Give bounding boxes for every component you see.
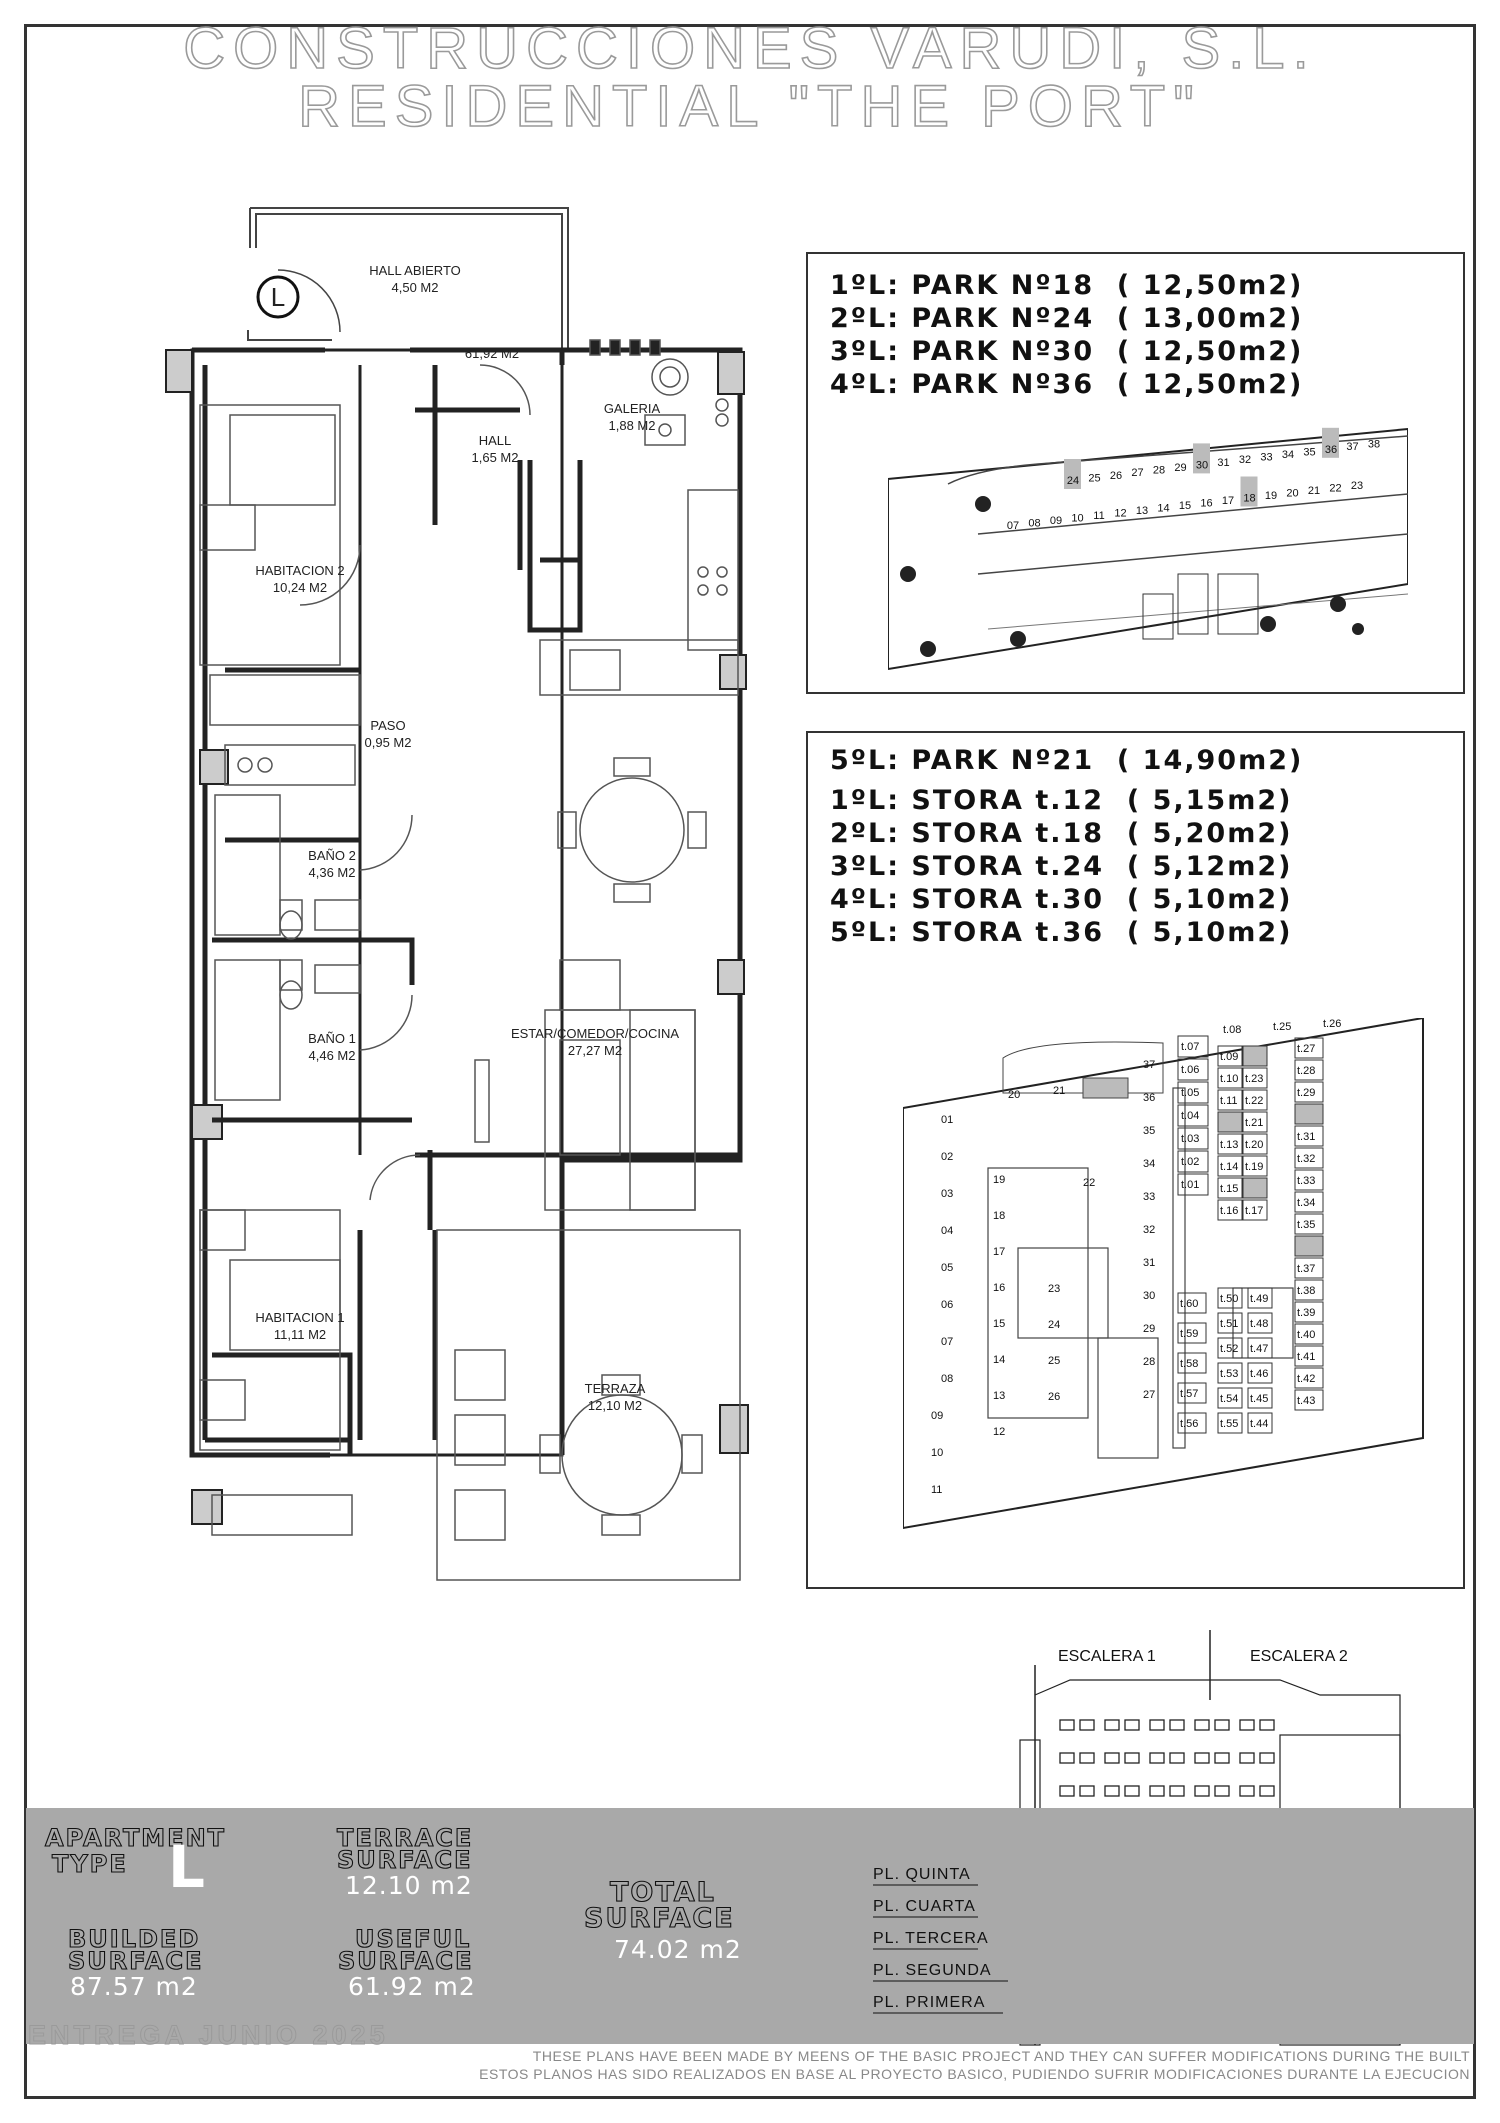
terrace-label-2: SURFACE	[337, 1846, 473, 1874]
basement-space-number: 28	[1143, 1356, 1156, 1368]
elevation-window	[1150, 1720, 1164, 1730]
useful-label-2: SURFACE	[338, 1947, 474, 1975]
apartment-type-label-1: APARTMENT	[45, 1824, 227, 1852]
room-paso-area: 0,95 M2	[364, 735, 412, 750]
basement-space-number: 06	[941, 1299, 954, 1311]
storage-unit-number: t.19	[1245, 1161, 1264, 1173]
parking-line-4: 4ºL: PARK Nº36 ( 12,50m2)	[830, 369, 1304, 400]
basement-space-number: 03	[941, 1188, 954, 1200]
basement-space-number: 26	[1048, 1391, 1061, 1403]
basement-space-number: 24	[1048, 1319, 1061, 1331]
elevation-window	[1170, 1753, 1184, 1763]
room-hall-abierto-area: 4,50 M2	[391, 280, 439, 295]
basement-space-number: 36	[1143, 1092, 1156, 1104]
stair1-label: ESCALERA 1	[1058, 1648, 1156, 1665]
storage-unit-number: t.54	[1220, 1393, 1239, 1405]
parking-space-number: 11	[1093, 510, 1105, 522]
parking-info-box	[806, 252, 1465, 694]
level-quinta: PL. QUINTA	[873, 1866, 971, 1883]
storage-unit-number: t.29	[1297, 1087, 1316, 1099]
delivery-date: ENTREGA JUNIO 2025	[28, 2020, 389, 2050]
parking-space-number: 14	[1157, 502, 1170, 515]
basement-space-number: 21	[1053, 1085, 1066, 1097]
basement-space-number: 34	[1143, 1158, 1156, 1170]
parking-space-number: 10	[1071, 512, 1084, 525]
basement-space-number: 11	[931, 1484, 943, 1496]
parking-space-number: 25	[1088, 472, 1101, 485]
basement-space-number: 35	[1143, 1125, 1156, 1137]
unit-letter: L	[270, 282, 286, 312]
basement-space-number: 04	[941, 1225, 954, 1237]
storage-unit-number: t.46	[1250, 1368, 1269, 1380]
parking-line-1: 1ºL: PARK Nº18 ( 12,50m2)	[830, 270, 1304, 301]
builded-value: 87.57 m2	[70, 1972, 198, 2001]
storage-unit-number: t.31	[1297, 1131, 1316, 1143]
elevation-window	[1105, 1786, 1119, 1796]
parking-space-number: 12	[1114, 507, 1127, 520]
parking-space-number: 21	[1307, 485, 1321, 497]
storage-unit-number: t.58	[1180, 1358, 1199, 1370]
parking-space-number: 26	[1109, 469, 1123, 482]
storage-unit	[1243, 1178, 1267, 1198]
parking-space-number: 22	[1329, 482, 1342, 495]
storage-line-4: 3ºL: STORA t.24 ( 5,12m2)	[830, 851, 1293, 882]
room-terraza-area: 12,10 M2	[587, 1398, 643, 1413]
parking-space-number: 29	[1174, 462, 1187, 474]
room-habitacion2-name: HABITACION 2	[255, 563, 345, 578]
parking-space-number: 34	[1281, 449, 1295, 461]
room-galeria-area: 1,88 M2	[608, 418, 656, 433]
storage-unit-number: t.22	[1245, 1095, 1264, 1107]
storage-unit-number: t.05	[1181, 1087, 1200, 1099]
elevation-window	[1060, 1720, 1074, 1730]
storage-unit-number: t.21	[1245, 1117, 1264, 1129]
level-underlines	[873, 1860, 1013, 2020]
storage-unit-number: t.50	[1220, 1293, 1239, 1305]
storage-unit-number: t.47	[1250, 1343, 1269, 1355]
basement-space-number: 13	[993, 1390, 1006, 1402]
basement-space-number: 05	[941, 1262, 954, 1274]
storage-line-1: 5ºL: PARK Nº21 ( 14,90m2)	[830, 745, 1304, 776]
storage-unit-number: t.09	[1220, 1051, 1239, 1063]
storage-unit-number: t.26	[1323, 1018, 1342, 1030]
storage-unit-number: t.34	[1297, 1197, 1316, 1209]
room-galeria-name: GALERIA	[603, 401, 661, 416]
storage-unit-number: t.32	[1297, 1153, 1316, 1165]
room-habitacion2-area: 10,24 M2	[272, 580, 328, 595]
parking-space-number: 31	[1217, 456, 1230, 469]
elevation-window	[1260, 1786, 1274, 1796]
company-name: CONSTRUCCIONES VARUDI, S.L.	[183, 16, 1317, 81]
apartment-type-label-2: TYPE	[52, 1850, 128, 1878]
basement-space-number: 02	[941, 1151, 954, 1163]
basement-space-number: 25	[1048, 1355, 1061, 1367]
storage-unit-number: t.60	[1180, 1298, 1199, 1310]
storage-unit-number: t.56	[1180, 1418, 1199, 1430]
basement-space-number: 32	[1143, 1224, 1156, 1236]
parking-space-number: 36	[1324, 443, 1338, 456]
storage-line-5: 4ºL: STORA t.30 ( 5,10m2)	[830, 884, 1293, 915]
parking-site-plan	[888, 424, 1408, 674]
elevation-window	[1215, 1786, 1229, 1796]
level-cuarta: PL. CUARTA	[873, 1898, 976, 1915]
basement-space-number: 22	[1083, 1177, 1096, 1189]
parking-space-number: 15	[1178, 500, 1192, 512]
elevation-window	[1215, 1720, 1229, 1730]
elevation-window	[1125, 1786, 1139, 1796]
room-estar-name: ESTAR/COMEDOR/COCINA	[510, 1026, 680, 1041]
basement-space-number: 33	[1143, 1191, 1156, 1203]
elevation-window	[1150, 1786, 1164, 1796]
total-label-1: TOTAL	[610, 1877, 716, 1908]
builded-label-1: BUILDED	[68, 1925, 201, 1953]
level-tercera: PL. TERCERA	[873, 1930, 989, 1947]
basement-space-number: 27	[1143, 1389, 1156, 1401]
elevation-window	[1080, 1753, 1094, 1763]
storage-unit-number: t.13	[1220, 1139, 1239, 1151]
storage-unit-number: t.01	[1181, 1179, 1200, 1191]
elevation-window	[1195, 1720, 1209, 1730]
parking-space-number: 20	[1286, 487, 1299, 500]
storage-unit-number: t.08	[1223, 1024, 1242, 1036]
storage-unit-number: t.27	[1297, 1043, 1316, 1055]
storage-unit-number: t.11	[1220, 1095, 1238, 1107]
storage-unit-number: t.40	[1297, 1329, 1316, 1341]
storage-unit-number: t.39	[1297, 1307, 1316, 1319]
storage-unit-number: t.35	[1297, 1219, 1316, 1231]
summary-band	[26, 1808, 1474, 2044]
basement-space-number: 20	[1008, 1089, 1021, 1101]
floor-plan	[150, 200, 770, 1660]
room-hall-area: 1,65 M2	[471, 450, 519, 465]
storage-unit	[1218, 1112, 1242, 1132]
basement-space-number: 09	[931, 1410, 944, 1422]
elevation-window	[1125, 1720, 1139, 1730]
elevation-window	[1240, 1786, 1254, 1796]
parking-space-number: 08	[1028, 517, 1041, 530]
storage-unit-number: t.28	[1297, 1065, 1316, 1077]
useful-label-1: USEFUL	[355, 1925, 472, 1953]
storage-line-3: 2ºL: STORA t.18 ( 5,20m2)	[830, 818, 1293, 849]
basement-space-number: 16	[993, 1282, 1006, 1294]
parking-space-number: 35	[1303, 446, 1316, 459]
room-bano2-area: 4,36 M2	[308, 865, 356, 880]
parking-space-number: 27	[1131, 467, 1144, 480]
basement-space-number: 15	[993, 1318, 1006, 1330]
terrace-label-1: TERRACE	[337, 1824, 474, 1852]
residential-name: RESIDENTIAL "THE PORT"	[298, 74, 1202, 139]
elevation-window	[1105, 1753, 1119, 1763]
room-habitacion1-name: HABITACION 1	[255, 1310, 345, 1325]
elevation-window	[1170, 1720, 1184, 1730]
storage-unit-number: t.59	[1180, 1328, 1199, 1340]
useful-value: 61.92 m2	[348, 1972, 476, 2001]
parking-space-number: 38	[1367, 438, 1381, 451]
parking-space-number: 30	[1195, 459, 1209, 472]
storage-unit-number: t.23	[1245, 1073, 1264, 1085]
elevation-window	[1260, 1753, 1274, 1763]
storage-unit-number: t.53	[1220, 1368, 1239, 1380]
room-bano2-name: BAÑO 2	[308, 848, 356, 863]
storage-unit-number: t.38	[1297, 1285, 1316, 1297]
elevation-window	[1080, 1720, 1094, 1730]
storage-unit-number: t.16	[1220, 1205, 1239, 1217]
buildings-outline	[1143, 574, 1258, 639]
room-bano1-area: 4,46 M2	[308, 1048, 356, 1063]
basement-space-number: 14	[993, 1354, 1006, 1366]
storage-unit-number: t.15	[1220, 1183, 1239, 1195]
basement-space-number: 10	[931, 1447, 944, 1459]
storage-unit-number: t.51	[1220, 1318, 1239, 1330]
total-value: 74.02 m2	[614, 1935, 742, 1964]
apartment-type-value: L	[168, 1833, 205, 1901]
parking-space-number: 28	[1152, 464, 1166, 477]
basement-space-number: 23	[1048, 1283, 1061, 1295]
basement-plan	[903, 1018, 1433, 1538]
stair2-label: ESCALERA 2	[1250, 1648, 1348, 1665]
storage-unit-number: t.17	[1245, 1205, 1264, 1217]
basement-space-number: 18	[993, 1210, 1006, 1222]
room-estar-area: 27,27 M2	[567, 1043, 623, 1058]
level-segunda: PL. SEGUNDA	[873, 1962, 992, 1979]
storage-unit-number: t.25	[1273, 1021, 1292, 1033]
furniture	[200, 340, 740, 1580]
disclaimer-es: ESTOS PLANOS HAS SIDO REALIZADOS EN BASE AL PROYECTO BASICO, PUDIENDO SUFRIR MODIFICACIONES DURANTE LA EJECUCION	[479, 2066, 1470, 2082]
elevation-window	[1060, 1786, 1074, 1796]
storage-unit-number: t.48	[1250, 1318, 1269, 1330]
storage-unit	[1243, 1046, 1267, 1066]
storage-line-6: 5ºL: STORA t.36 ( 5,10m2)	[830, 917, 1293, 948]
elevation-window	[1080, 1786, 1094, 1796]
elevation-window	[1195, 1786, 1209, 1796]
storage-unit-number: t.03	[1181, 1133, 1200, 1145]
parking-space-number: 37	[1346, 441, 1359, 454]
parking-space-number: 09	[1049, 515, 1063, 527]
storage-unit-number: t.06	[1181, 1064, 1200, 1076]
parking-space-number: 18	[1243, 492, 1256, 505]
storage-info-box	[806, 731, 1465, 1589]
parking-space-number: 13	[1135, 505, 1149, 517]
open-hall	[248, 208, 568, 350]
elevation-window	[1125, 1753, 1139, 1763]
room-habitacion1-area: 11,11 M2	[273, 1327, 327, 1342]
parking-space-number: 24	[1066, 475, 1080, 487]
room-terraza-name: TERRAZA	[584, 1381, 646, 1396]
level-primera: PL. PRIMERA	[873, 1994, 986, 2011]
storage-unit-number: t.49	[1250, 1293, 1269, 1305]
basement-space-number: 17	[993, 1246, 1006, 1258]
room-bano1-name: BAÑO 1	[308, 1031, 356, 1046]
storage-unit-number: t.52	[1220, 1343, 1239, 1355]
interior-walls	[212, 365, 740, 1455]
storage-unit-number: t.55	[1220, 1418, 1239, 1430]
basement-space-number: 19	[993, 1174, 1006, 1186]
storage-unit-number: t.44	[1250, 1418, 1269, 1430]
total-label-2: SURFACE	[584, 1903, 735, 1934]
basement-space-number: 30	[1143, 1290, 1156, 1302]
storage-unit-number: t.41	[1297, 1351, 1316, 1363]
storage-line-2: 1ºL: STORA t.12 ( 5,15m2)	[830, 785, 1293, 816]
basement-space-number: 37	[1143, 1059, 1156, 1071]
elevation-window	[1105, 1720, 1119, 1730]
elevation-window	[1195, 1753, 1209, 1763]
storage-unit-number: t.33	[1297, 1175, 1316, 1187]
basement-space-number: 12	[993, 1426, 1006, 1438]
elevation-window	[1260, 1720, 1274, 1730]
useful-area-marker: 61,92 M2	[464, 346, 520, 361]
parking-space-number: 32	[1238, 454, 1252, 467]
storage-unit-number: t.04	[1181, 1110, 1200, 1122]
room-hall-name: HALL	[478, 433, 512, 448]
storage-unit-number: t.45	[1250, 1393, 1269, 1405]
elevation-window	[1060, 1753, 1074, 1763]
parking-space-number: 33	[1260, 451, 1273, 464]
storage-unit-number: t.02	[1181, 1156, 1200, 1168]
elevation-window	[1215, 1753, 1229, 1763]
structural-columns	[166, 350, 748, 1524]
basement-space-number: 29	[1143, 1323, 1156, 1335]
storage-unit-number: t.57	[1180, 1388, 1199, 1400]
room-paso-name: PASO	[370, 718, 406, 733]
elevation-window	[1240, 1753, 1254, 1763]
disclaimer-en: THESE PLANS HAVE BEEN MADE BY MEENS OF THE BASIC PROJECT AND THEY CAN SUFFER MODIFICATIONS DURING THE BUILT	[532, 2048, 1470, 2064]
builded-label-2: SURFACE	[68, 1947, 204, 1975]
basement-space-number: 31	[1143, 1257, 1156, 1269]
elevation-window	[1150, 1753, 1164, 1763]
basement-space-number: 07	[941, 1336, 954, 1348]
storage-unit-number: t.07	[1181, 1041, 1200, 1053]
parking-line-3: 3ºL: PARK Nº30 ( 12,50m2)	[830, 336, 1304, 367]
storage-unit-number: t.10	[1220, 1073, 1239, 1085]
storage-unit	[1295, 1104, 1323, 1124]
parking-space-number: 07	[1006, 520, 1020, 532]
parking-space-number: 23	[1350, 480, 1364, 492]
parking-space-number: 19	[1264, 490, 1278, 502]
storage-unit-number: t.37	[1297, 1263, 1316, 1275]
storage-unit-number: t.14	[1220, 1161, 1239, 1173]
storage-unit-number: t.20	[1245, 1139, 1264, 1151]
elevation-window	[1240, 1720, 1254, 1730]
room-hall-abierto-name: HALL ABIERTO	[369, 263, 461, 278]
elevation-window	[1170, 1786, 1184, 1796]
storage-unit-number: t.43	[1297, 1395, 1316, 1407]
basement-space-number: 08	[941, 1373, 954, 1385]
basement-space-number: 01	[941, 1114, 954, 1126]
storage-unit	[1295, 1236, 1323, 1256]
terrace-value: 12.10 m2	[345, 1871, 473, 1900]
parking-space-number: 16	[1200, 497, 1213, 510]
exterior-walls	[192, 350, 740, 1455]
parking-space-number: 17	[1221, 495, 1235, 507]
storage-unit-number: t.42	[1297, 1373, 1316, 1385]
parking-line-2: 2ºL: PARK Nº24 ( 13,00m2)	[830, 303, 1304, 334]
